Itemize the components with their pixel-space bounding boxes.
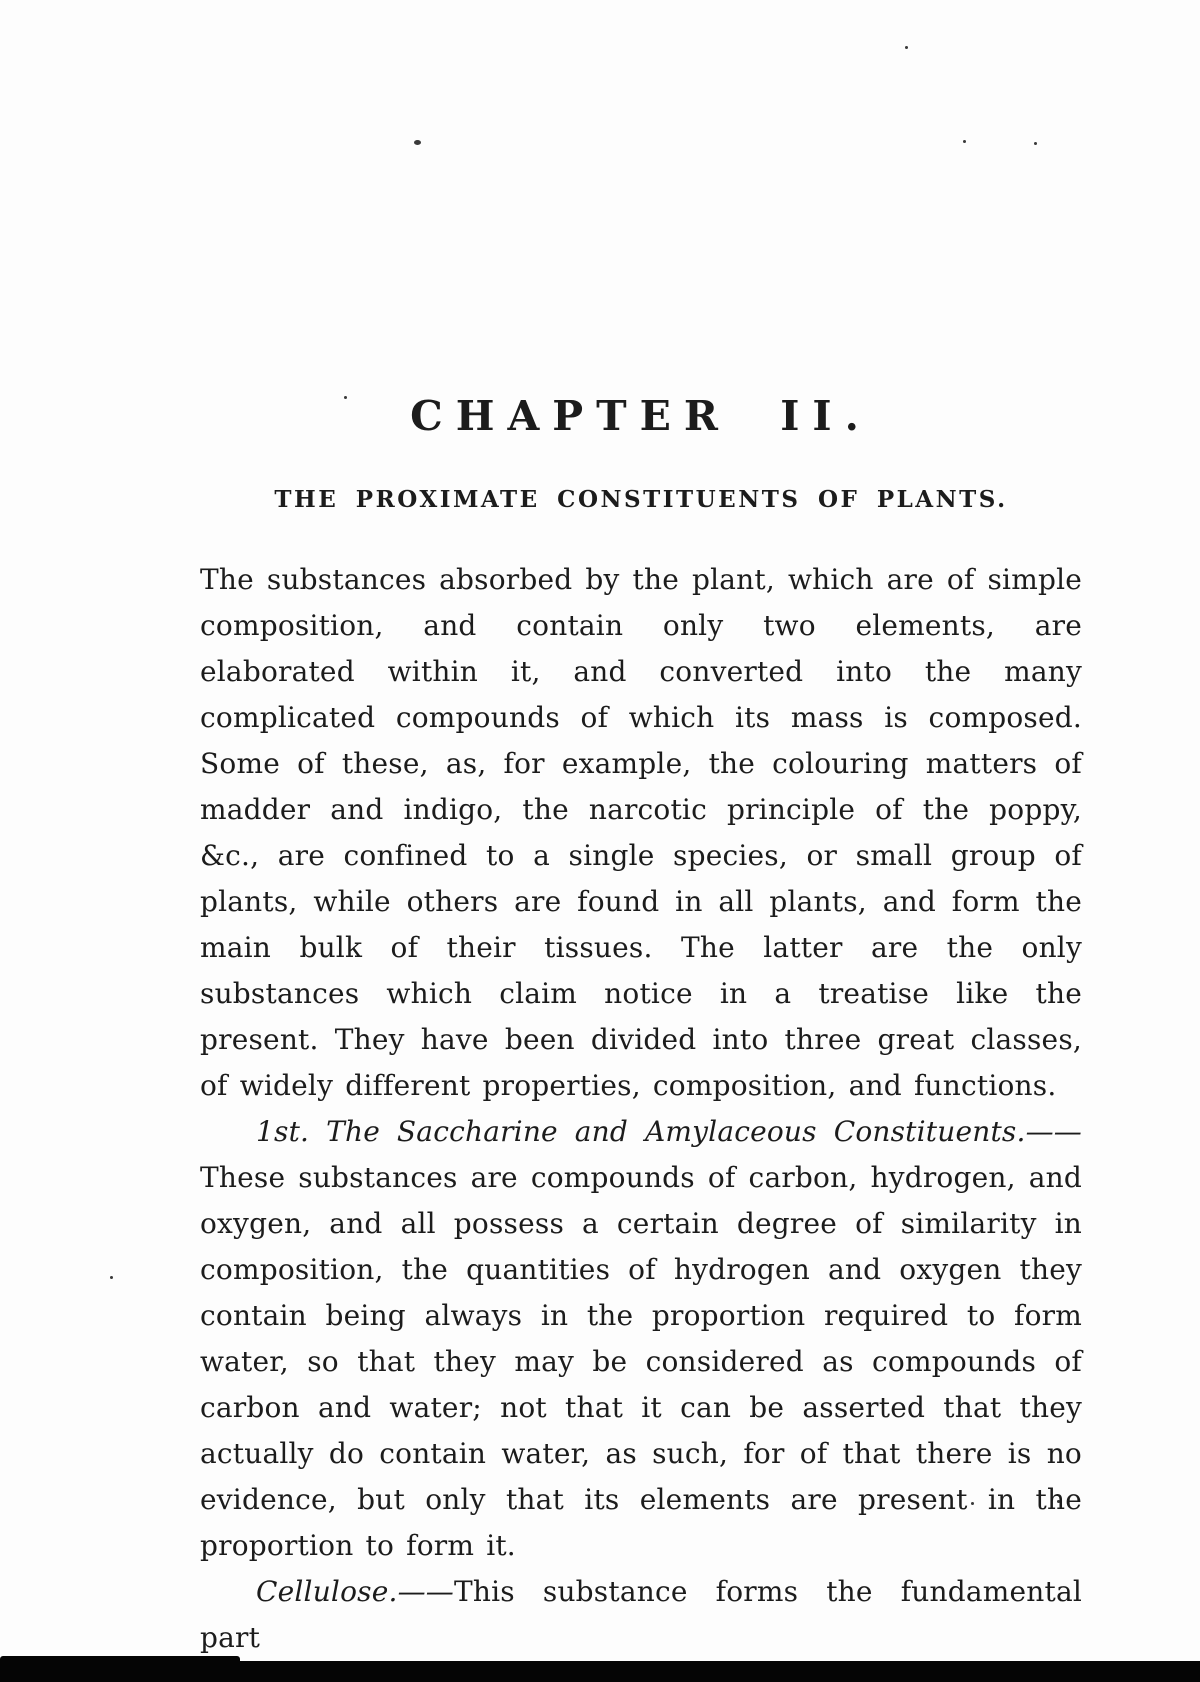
paragraph-text: These substances are compounds of carbon, hydrogen, and oxygen, and all possess a certain degree of similarity in composition, the quantities of hydrogen and oxygen they contain being always in the proportion required to form water, so that they may be considered as compounds of carbon and water; not that it can be asserted that they actually do contain water, as such, for of that there is no evidence, but only that its elements are present in the proportion to form it.: [200, 1161, 1082, 1562]
paragraph-saccharine: [200, 1109, 1082, 1569]
paragraph-cellulose: [200, 1569, 1082, 1661]
scan-speck: [1034, 142, 1037, 145]
scan-speck: [414, 140, 421, 145]
scan-speck: [963, 140, 966, 143]
chapter-title: CHAPTER II.: [410, 392, 872, 440]
scan-edge-bar: [0, 1661, 1200, 1682]
italic-lead: 1st. The Saccharine and Amylaceous Constituents.——: [256, 1115, 1082, 1148]
section-title: THE PROXIMATE CONSTITUENTS OF PLANTS.: [274, 486, 1008, 513]
paragraph-text: This substance forms the fundamental part: [200, 1575, 1082, 1654]
paragraph-text: The substances absorbed by the plant, which are of simple composition, and contain only two elements, are elaborated within it, and converted into the many complicated compounds of which its mass is composed. Some of these, as, for example, the colouring matters of madder and indigo, the narcotic principle of the poppy, &c., are confined to a single species, or small group of plants, while others are found in all plants, and form the main bulk of their tissues. The latter are the only substances which claim notice in a treatise like the present. They have been divided into three great classes, of widely different properties, composition, and functions.: [200, 563, 1082, 1102]
scan-speck: [110, 1276, 113, 1279]
italic-lead: Cellulose.——: [256, 1575, 454, 1608]
paragraph-intro: [200, 557, 1082, 1109]
scan-speck: [905, 46, 908, 49]
text-block: [200, 392, 1082, 1661]
